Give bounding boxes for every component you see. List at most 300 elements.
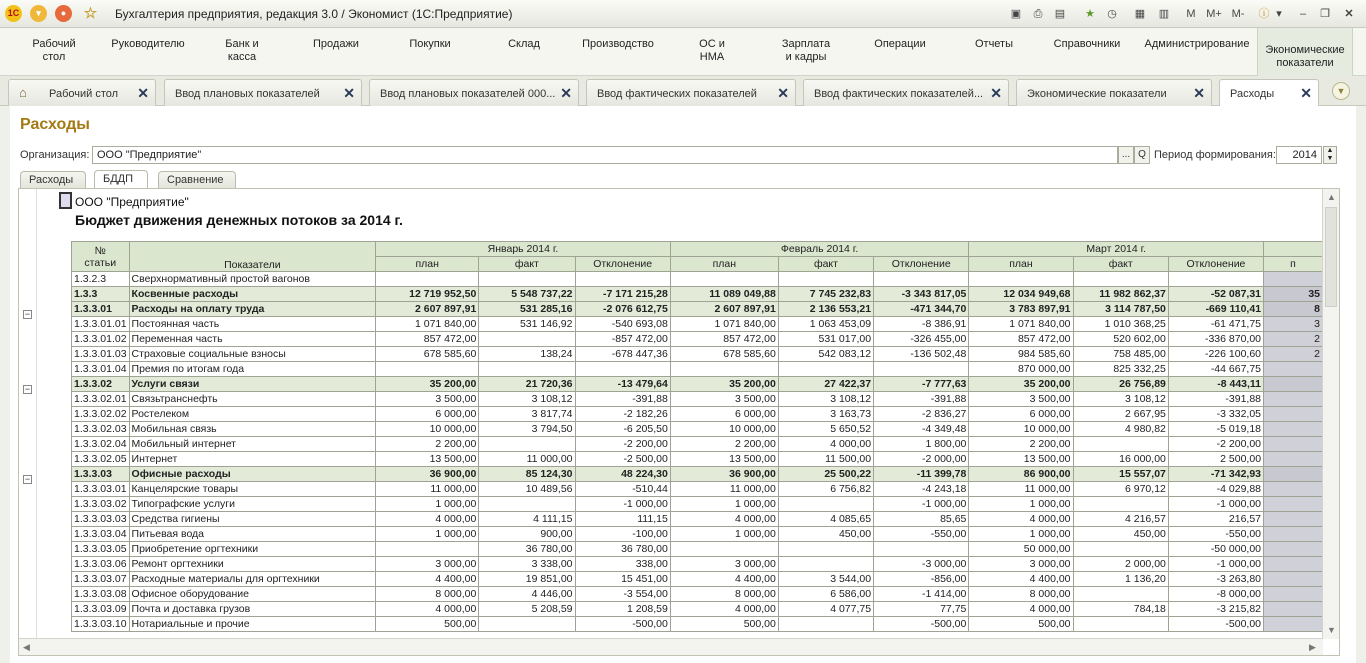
row-value: -4 349,48: [874, 422, 969, 437]
row-value: 1 000,00: [670, 497, 778, 512]
row-value: 3 338,00: [479, 557, 575, 572]
row-indicator: Расходные материалы для оргтехники: [129, 572, 376, 587]
row-value: 450,00: [1073, 527, 1168, 542]
row-value: 10 000,00: [376, 422, 479, 437]
tab-label: Ввод плановых показателей 000...: [380, 88, 556, 100]
row-value: 870 000,00: [969, 362, 1073, 377]
row-value: -7 777,63: [874, 377, 969, 392]
row-value: 13 500,00: [969, 452, 1073, 467]
table-row[interactable]: [72, 347, 1323, 362]
print-icon[interactable]: ⎙: [1033, 8, 1043, 20]
row-value: -8 386,91: [874, 317, 969, 332]
row-number: 1.3.3.02.01: [72, 392, 130, 407]
row-value: -13 479,64: [575, 377, 670, 392]
row-value: 4 000,00: [670, 602, 778, 617]
report-title: Бюджет движения денежных потоков за 2014 г.: [75, 212, 403, 228]
row-value: [874, 542, 969, 557]
section-sales[interactable]: Продажи: [313, 38, 359, 50]
row-value: 27 422,37: [778, 377, 873, 392]
row-value: 784,18: [1073, 602, 1168, 617]
save-icon[interactable]: ▣: [1010, 8, 1022, 20]
row-next-cut: [1264, 422, 1323, 437]
row-value: -52 087,31: [1168, 287, 1263, 302]
collapse-group-icon[interactable]: −: [24, 309, 31, 319]
row-value: 3 114 787,50: [1073, 302, 1168, 317]
memory-minus-button[interactable]: M-: [1231, 8, 1245, 20]
row-value: 11 000,00: [969, 482, 1073, 497]
row-value: 35 200,00: [969, 377, 1073, 392]
row-value: 2 200,00: [969, 437, 1073, 452]
table-row[interactable]: [72, 377, 1323, 392]
row-value: 10 000,00: [969, 422, 1073, 437]
tab-plan-input[interactable]: [164, 79, 362, 106]
row-value: 4 400,00: [969, 572, 1073, 587]
row-value: [479, 437, 575, 452]
row-value: -1 000,00: [1168, 497, 1263, 512]
row-value: 3 000,00: [670, 557, 778, 572]
row-value: 825 332,25: [1073, 362, 1168, 377]
report-area: [18, 188, 1340, 656]
row-next-cut: [1264, 572, 1323, 587]
row-value: 8 000,00: [376, 587, 479, 602]
row-indicator: Типографские услуги: [129, 497, 376, 512]
row-indicator: Офисное оборудование: [129, 587, 376, 602]
header-deviation: Отклонение: [1168, 257, 1263, 272]
spreadsheet[interactable]: [19, 189, 1323, 639]
minimize-icon[interactable]: –: [1299, 8, 1307, 20]
row-value: 6 000,00: [376, 407, 479, 422]
organization-open-button[interactable]: Q: [1134, 146, 1150, 164]
row-value: [778, 272, 873, 287]
row-number: 1.3.3.03.09: [72, 602, 130, 617]
row-indicator: Расходы на оплату труда: [129, 302, 376, 317]
tab-label: Экономические показатели: [1027, 88, 1167, 100]
row-value: 4 400,00: [670, 572, 778, 587]
row-value: -550,00: [1168, 527, 1263, 542]
row-next-cut: 2: [1264, 332, 1323, 347]
row-value: [1168, 272, 1263, 287]
section-production[interactable]: Производство: [582, 38, 654, 50]
section-desktop[interactable]: Рабочий стол: [32, 38, 76, 63]
tab-label: Ввод плановых показателей: [175, 88, 320, 100]
stop-icon[interactable]: ●: [55, 5, 72, 22]
table-row[interactable]: [72, 467, 1323, 482]
row-indicator: Страховые социальные взносы: [129, 347, 376, 362]
row-value: [778, 497, 873, 512]
vertical-scrollbar[interactable]: [1322, 189, 1339, 639]
row-value: [1073, 587, 1168, 602]
row-value: 77,75: [874, 602, 969, 617]
row-number: 1.3.3.02: [72, 377, 130, 392]
row-value: -471 344,70: [874, 302, 969, 317]
row-next-cut: [1264, 272, 1323, 287]
row-value: [479, 617, 575, 632]
row-next-cut: [1264, 512, 1323, 527]
row-number: 1.3.3.02.02: [72, 407, 130, 422]
header-fact: факт: [1073, 257, 1168, 272]
header-deviation: Отклонение: [575, 257, 670, 272]
info-icon[interactable]: ⓘ: [1258, 8, 1270, 20]
row-value: 3 108,12: [778, 392, 873, 407]
row-number: 1.3.2.3: [72, 272, 130, 287]
row-value: [670, 362, 778, 377]
row-number: 1.3.3.03.05: [72, 542, 130, 557]
row-value: -391,88: [1168, 392, 1263, 407]
row-value: -4 243,18: [874, 482, 969, 497]
close-tab-icon[interactable]: ✕: [1300, 85, 1312, 101]
scroll-up-icon[interactable]: ▲: [1327, 192, 1336, 202]
section-catalogs[interactable]: Справочники: [1053, 38, 1121, 50]
row-value: 3 500,00: [969, 392, 1073, 407]
row-value: 4 000,00: [376, 602, 479, 617]
memory-plus-button[interactable]: M+: [1206, 8, 1222, 20]
close-tab-icon[interactable]: ✕: [777, 85, 789, 101]
row-indicator: Сверхнормативный простой вагонов: [129, 272, 376, 287]
row-value: -3 000,00: [874, 557, 969, 572]
row-value: -391,88: [575, 392, 670, 407]
report-body: [72, 272, 1323, 632]
row-value: -4 029,88: [1168, 482, 1263, 497]
table-row[interactable]: [72, 482, 1323, 497]
row-indicator: Питьевая вода: [129, 527, 376, 542]
row-value: 11 089 049,88: [670, 287, 778, 302]
row-value: 4 980,82: [1073, 422, 1168, 437]
table-row[interactable]: [72, 392, 1323, 407]
row-value: 531 146,92: [479, 317, 575, 332]
row-value: -11 399,78: [874, 467, 969, 482]
row-number: 1.3.3.03.07: [72, 572, 130, 587]
row-number: 1.3.3.01.04: [72, 362, 130, 377]
form-content: [10, 106, 1356, 663]
scroll-right-icon[interactable]: ▶: [1309, 642, 1316, 652]
row-value: 2 607 897,91: [670, 302, 778, 317]
app-logo-icon: 1С: [5, 5, 22, 22]
section-warehouse[interactable]: Склад: [508, 38, 540, 50]
row-indicator: Ростелеком: [129, 407, 376, 422]
row-next-cut: [1264, 587, 1323, 602]
table-row[interactable]: [72, 452, 1323, 467]
row-next-cut: [1264, 407, 1323, 422]
scroll-thumb[interactable]: [1325, 207, 1337, 307]
row-value: -226 100,60: [1168, 347, 1263, 362]
row-value: 12 034 949,68: [969, 287, 1073, 302]
row-value: 542 083,12: [778, 347, 873, 362]
row-value: 3 500,00: [670, 392, 778, 407]
memory-m-button[interactable]: M: [1186, 8, 1196, 20]
maximize-icon[interactable]: ❐: [1320, 8, 1330, 20]
tab-desktop[interactable]: [8, 79, 156, 106]
section-manager[interactable]: Руководителю: [111, 38, 185, 50]
row-next-cut: [1264, 362, 1323, 377]
row-value: 36 780,00: [575, 542, 670, 557]
section-purchases[interactable]: Покупки: [409, 38, 451, 50]
tab-label: Ввод фактических показателей: [597, 88, 757, 100]
row-next-cut: [1264, 527, 1323, 542]
preview-icon[interactable]: ▤: [1054, 8, 1066, 20]
scroll-down-icon[interactable]: ▼: [1327, 625, 1336, 635]
close-tab-icon[interactable]: ✕: [1193, 85, 1205, 101]
row-value: 531 285,16: [479, 302, 575, 317]
row-value: [1073, 437, 1168, 452]
table-row[interactable]: [72, 587, 1323, 602]
row-number: 1.3.3.02.03: [72, 422, 130, 437]
table-row[interactable]: [72, 317, 1323, 332]
section-economic-indicators[interactable]: Экономические показатели: [1257, 28, 1353, 76]
close-tab-icon[interactable]: ✕: [137, 85, 149, 101]
table-row[interactable]: [72, 437, 1323, 452]
row-value: -3 263,80: [1168, 572, 1263, 587]
row-value: 12 719 952,50: [376, 287, 479, 302]
row-value: [1073, 272, 1168, 287]
section-payroll[interactable]: Зарплата и кадры: [781, 38, 831, 63]
row-next-cut: [1264, 467, 1323, 482]
row-next-cut: [1264, 602, 1323, 617]
row-value: -857 472,00: [575, 332, 670, 347]
table-row[interactable]: [72, 287, 1323, 302]
row-indicator: Переменная часть: [129, 332, 376, 347]
row-value: -550,00: [874, 527, 969, 542]
table-row[interactable]: [72, 497, 1323, 512]
row-value: -2 200,00: [1168, 437, 1263, 452]
desktop-home-icon: ⌂: [19, 85, 27, 100]
row-value: -540 693,08: [575, 317, 670, 332]
sections-menu: [0, 28, 1366, 76]
section-administration[interactable]: Администрирование: [1144, 38, 1250, 50]
row-value: 4 111,15: [479, 512, 575, 527]
row-value: 138,24: [479, 347, 575, 362]
collapse-group-icon[interactable]: −: [24, 474, 31, 484]
table-row[interactable]: [72, 617, 1323, 632]
row-value: 857 472,00: [670, 332, 778, 347]
row-value: -1 000,00: [575, 497, 670, 512]
row-value: 1 010 368,25: [1073, 317, 1168, 332]
row-value: 1 000,00: [376, 497, 479, 512]
history-icon[interactable]: ◷: [1107, 8, 1117, 20]
row-indicator: Офисные расходы: [129, 467, 376, 482]
row-value: 50 000,00: [969, 542, 1073, 557]
row-value: 4 085,65: [778, 512, 873, 527]
row-value: [1073, 617, 1168, 632]
row-value: 678 585,60: [670, 347, 778, 362]
row-value: 86 900,00: [969, 467, 1073, 482]
tab-economic-indicators[interactable]: [1016, 79, 1212, 106]
section-fixed-assets[interactable]: ОС и НМА: [699, 38, 725, 63]
row-indicator: Почта и доставка грузов: [129, 602, 376, 617]
header-next-cut: [1264, 242, 1323, 257]
row-value: 984 585,60: [969, 347, 1073, 362]
row-value: 500,00: [376, 617, 479, 632]
section-bank[interactable]: Банк и касса: [225, 38, 259, 63]
organization-input[interactable]: ООО "Предприятие": [92, 146, 1118, 164]
row-value: 5 650,52: [778, 422, 873, 437]
row-next-cut: [1264, 452, 1323, 467]
section-reports[interactable]: Отчеты: [974, 38, 1014, 50]
row-value: 48 224,30: [575, 467, 670, 482]
report-sheet: [37, 189, 1323, 639]
row-value: 2 667,95: [1073, 407, 1168, 422]
row-number: 1.3.3.03: [72, 467, 130, 482]
table-row[interactable]: [72, 407, 1323, 422]
row-value: 85,65: [874, 512, 969, 527]
period-spinner-icon[interactable]: ▲ ▼: [1323, 146, 1337, 164]
table-row[interactable]: [72, 542, 1323, 557]
tab-expenses-sheet[interactable]: Расходы: [20, 171, 86, 189]
row-next-cut: 8: [1264, 302, 1323, 317]
row-value: -100,00: [575, 527, 670, 542]
row-value: 3 817,74: [479, 407, 575, 422]
header-plan: план: [376, 257, 479, 272]
row-value: 1 000,00: [670, 527, 778, 542]
organization-label: Организация:: [20, 149, 90, 161]
calculator-icon[interactable]: ▥: [1158, 8, 1170, 20]
organization-select-button[interactable]: ...: [1118, 146, 1134, 164]
row-value: [778, 617, 873, 632]
row-value: 6 586,00: [778, 587, 873, 602]
row-value: 6 000,00: [969, 407, 1073, 422]
row-indicator: Премия по итогам года: [129, 362, 376, 377]
tab-label: Расходы: [1230, 88, 1275, 100]
row-value: 13 500,00: [376, 452, 479, 467]
row-indicator: Приобретение оргтехники: [129, 542, 376, 557]
tab-comparison[interactable]: Сравнение: [158, 171, 236, 189]
row-value: -391,88: [874, 392, 969, 407]
row-value: [479, 332, 575, 347]
row-value: 35 200,00: [376, 377, 479, 392]
row-number: 1.3.3.03.01: [72, 482, 130, 497]
row-value: -71 342,93: [1168, 467, 1263, 482]
calendar-icon[interactable]: ▦: [1134, 8, 1146, 20]
collapse-group-icon[interactable]: −: [24, 384, 31, 394]
close-tab-icon[interactable]: ✕: [343, 85, 355, 101]
row-indicator: Косвенные расходы: [129, 287, 376, 302]
horizontal-scrollbar[interactable]: [19, 638, 1323, 655]
row-value: 3 108,12: [1073, 392, 1168, 407]
period-label: Период формирования:: [1154, 149, 1276, 161]
close-icon[interactable]: ✕: [1344, 8, 1354, 20]
row-value: [874, 362, 969, 377]
tab-fact-input-2[interactable]: [803, 79, 1009, 106]
row-value: 11 000,00: [670, 482, 778, 497]
table-row[interactable]: [72, 302, 1323, 317]
row-number: 1.3.3.01.03: [72, 347, 130, 362]
menu-dropdown-icon[interactable]: ▾: [30, 5, 47, 22]
row-value: 6 970,12: [1073, 482, 1168, 497]
table-row[interactable]: [72, 272, 1323, 287]
row-value: 3 500,00: [376, 392, 479, 407]
row-number: 1.3.3.03.04: [72, 527, 130, 542]
close-tab-icon[interactable]: ✕: [560, 85, 572, 101]
header-month-mar: Март 2014 г.: [969, 242, 1264, 257]
row-value: 3 163,73: [778, 407, 873, 422]
row-value: -3 554,00: [575, 587, 670, 602]
row-value: 1 800,00: [874, 437, 969, 452]
header-fact: факт: [479, 257, 575, 272]
header-month-jan: Январь 2014 г.: [376, 242, 671, 257]
row-next-cut: 3: [1264, 317, 1323, 332]
tabs-dropdown-icon[interactable]: ▼: [1332, 82, 1350, 100]
row-value: 19 851,00: [479, 572, 575, 587]
table-row[interactable]: [72, 362, 1323, 377]
add-favorite-icon[interactable]: ★: [1085, 8, 1095, 20]
row-value: 11 982 862,37: [1073, 287, 1168, 302]
table-row[interactable]: [72, 602, 1323, 617]
header-indicators: Показатели: [129, 242, 376, 272]
tab-plan-input-2[interactable]: [369, 79, 579, 106]
row-value: -856,00: [874, 572, 969, 587]
report-org: ООО "Предприятие": [75, 195, 189, 209]
row-indicator: Канцелярские товары: [129, 482, 376, 497]
close-tab-icon[interactable]: ✕: [990, 85, 1002, 101]
row-value: -6 205,50: [575, 422, 670, 437]
row-value: 21 720,36: [479, 377, 575, 392]
row-value: -5 019,18: [1168, 422, 1263, 437]
row-value: 4 216,57: [1073, 512, 1168, 527]
favorite-star-icon[interactable]: ☆: [83, 5, 98, 22]
row-value: 5 548 737,22: [479, 287, 575, 302]
row-value: -3 332,05: [1168, 407, 1263, 422]
table-row[interactable]: [72, 527, 1323, 542]
group-gutter: [19, 189, 37, 639]
row-value: 2 000,00: [1073, 557, 1168, 572]
row-value: 1 063 453,09: [778, 317, 873, 332]
table-row[interactable]: [72, 557, 1323, 572]
row-value: 7 745 232,83: [778, 287, 873, 302]
row-value: 4 000,00: [670, 512, 778, 527]
row-value: 4 400,00: [376, 572, 479, 587]
row-value: [670, 542, 778, 557]
row-value: 15 557,07: [1073, 467, 1168, 482]
row-value: -669 110,41: [1168, 302, 1263, 317]
table-row[interactable]: [72, 422, 1323, 437]
row-value: 2 136 553,21: [778, 302, 873, 317]
row-value: [969, 272, 1073, 287]
row-value: -1 000,00: [1168, 557, 1263, 572]
report-table: [71, 241, 1323, 632]
row-value: -1 414,00: [874, 587, 969, 602]
row-next-cut: [1264, 617, 1323, 632]
table-row[interactable]: [72, 512, 1323, 527]
row-value: [778, 362, 873, 377]
row-value: 11 000,00: [479, 452, 575, 467]
row-value: -61 471,75: [1168, 317, 1263, 332]
row-number: 1.3.3.03.10: [72, 617, 130, 632]
row-value: -510,44: [575, 482, 670, 497]
row-value: 13 500,00: [670, 452, 778, 467]
scroll-left-icon[interactable]: ◀: [23, 642, 30, 652]
section-operations[interactable]: Операции: [874, 38, 926, 50]
table-row[interactable]: [72, 332, 1323, 347]
row-number: 1.3.3.03.03: [72, 512, 130, 527]
row-value: 5 208,59: [479, 602, 575, 617]
tab-bddp[interactable]: БДДП: [94, 170, 148, 190]
row-value: [479, 362, 575, 377]
row-indicator: Интернет: [129, 452, 376, 467]
tab-expenses[interactable]: [1219, 79, 1319, 107]
header-plan: план: [969, 257, 1073, 272]
period-input[interactable]: 2014: [1276, 146, 1322, 164]
table-row[interactable]: [72, 572, 1323, 587]
row-value: -2 000,00: [874, 452, 969, 467]
row-value: [479, 497, 575, 512]
row-value: -7 171 215,28: [575, 287, 670, 302]
info-dropdown-icon[interactable]: ▾: [1276, 8, 1282, 20]
row-value: -3 215,82: [1168, 602, 1263, 617]
row-value: 500,00: [969, 617, 1073, 632]
header-plan: план: [670, 257, 778, 272]
row-number: 1.3.3.03.02: [72, 497, 130, 512]
tab-fact-input[interactable]: [586, 79, 796, 106]
row-value: -2 076 612,75: [575, 302, 670, 317]
